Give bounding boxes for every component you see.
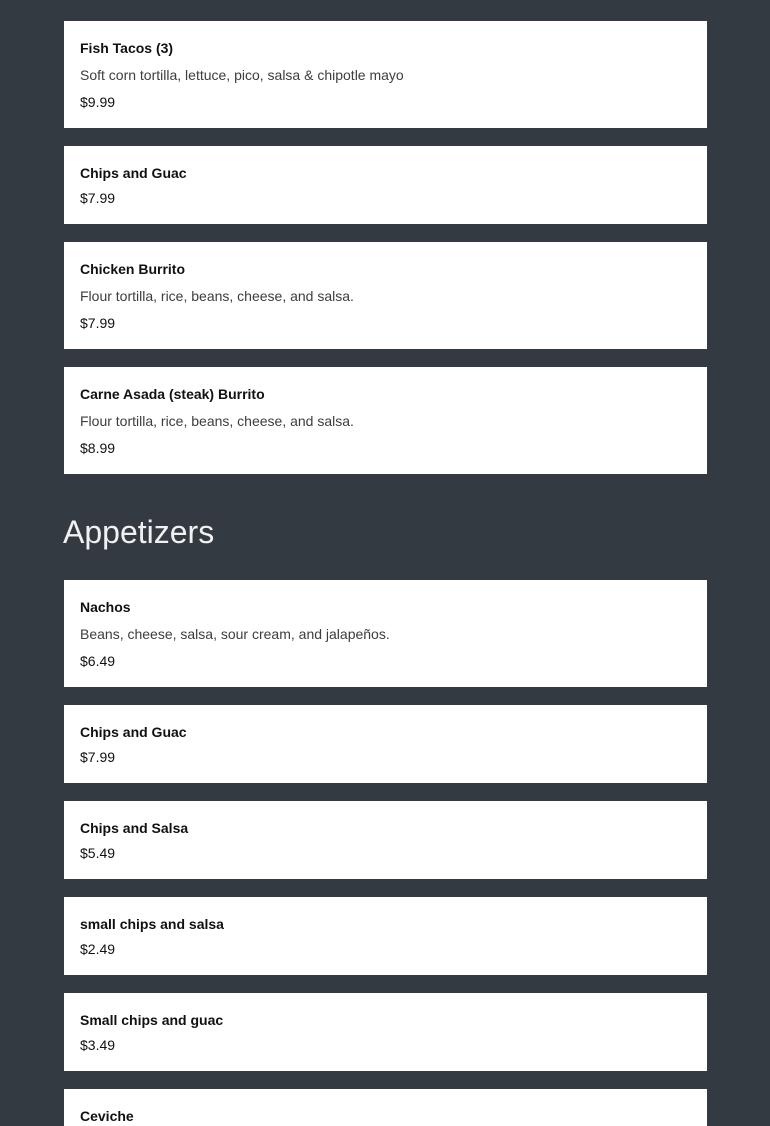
menu-item-card[interactable] bbox=[64, 993, 707, 1071]
menu-item-card[interactable] bbox=[64, 580, 707, 687]
menu-item-description: Flour tortilla, rice, beans, cheese, and salsa. bbox=[80, 288, 354, 304]
menu-item-price: $6.49 bbox=[80, 653, 116, 669]
menu-item-name: Chips and Guac bbox=[80, 724, 187, 740]
menu-item-price: $3.49 bbox=[80, 1037, 116, 1053]
menu-item-name: Small chips and guac bbox=[80, 1012, 224, 1028]
menu-item-name: Ceviche bbox=[80, 1108, 134, 1124]
menu-item-price: $5.49 bbox=[80, 845, 116, 861]
menu-item-name: Carne Asada (steak) Burrito bbox=[80, 386, 265, 402]
menu-item-price: $7.99 bbox=[80, 315, 116, 331]
menu-item-price: $2.49 bbox=[80, 941, 116, 957]
section-title-appetizers: Appetizers bbox=[63, 514, 215, 550]
menu-item-price: $7.99 bbox=[80, 190, 116, 206]
menu-item-card[interactable] bbox=[64, 21, 707, 128]
menu-item-description: Beans, cheese, salsa, sour cream, and jalapeños. bbox=[80, 626, 390, 642]
menu-item-description: Soft corn tortilla, lettuce, pico, salsa & chipotle mayo bbox=[80, 67, 404, 83]
menu-item-name: Nachos bbox=[80, 599, 131, 615]
menu-item-description: Flour tortilla, rice, beans, cheese, and salsa. bbox=[80, 413, 354, 429]
menu-item-card[interactable] bbox=[64, 146, 707, 224]
menu-item-price: $7.99 bbox=[80, 749, 116, 765]
menu-item-card[interactable] bbox=[64, 242, 707, 349]
menu-item-name: Chips and Salsa bbox=[80, 820, 189, 836]
menu-item-card[interactable] bbox=[64, 801, 707, 879]
menu-item-price: $8.99 bbox=[80, 440, 116, 456]
menu-item-card[interactable] bbox=[64, 897, 707, 975]
menu-item-card[interactable] bbox=[64, 367, 707, 474]
menu-item-card[interactable] bbox=[64, 1089, 707, 1126]
menu-item-name: Chicken Burrito bbox=[80, 261, 186, 277]
menu-item-name: Chips and Guac bbox=[80, 165, 187, 181]
menu-item-price: $9.99 bbox=[80, 94, 116, 110]
menu-item-name: Fish Tacos (3) bbox=[80, 40, 174, 56]
menu-item-name: small chips and salsa bbox=[80, 916, 224, 932]
menu-item-card[interactable] bbox=[64, 705, 707, 783]
